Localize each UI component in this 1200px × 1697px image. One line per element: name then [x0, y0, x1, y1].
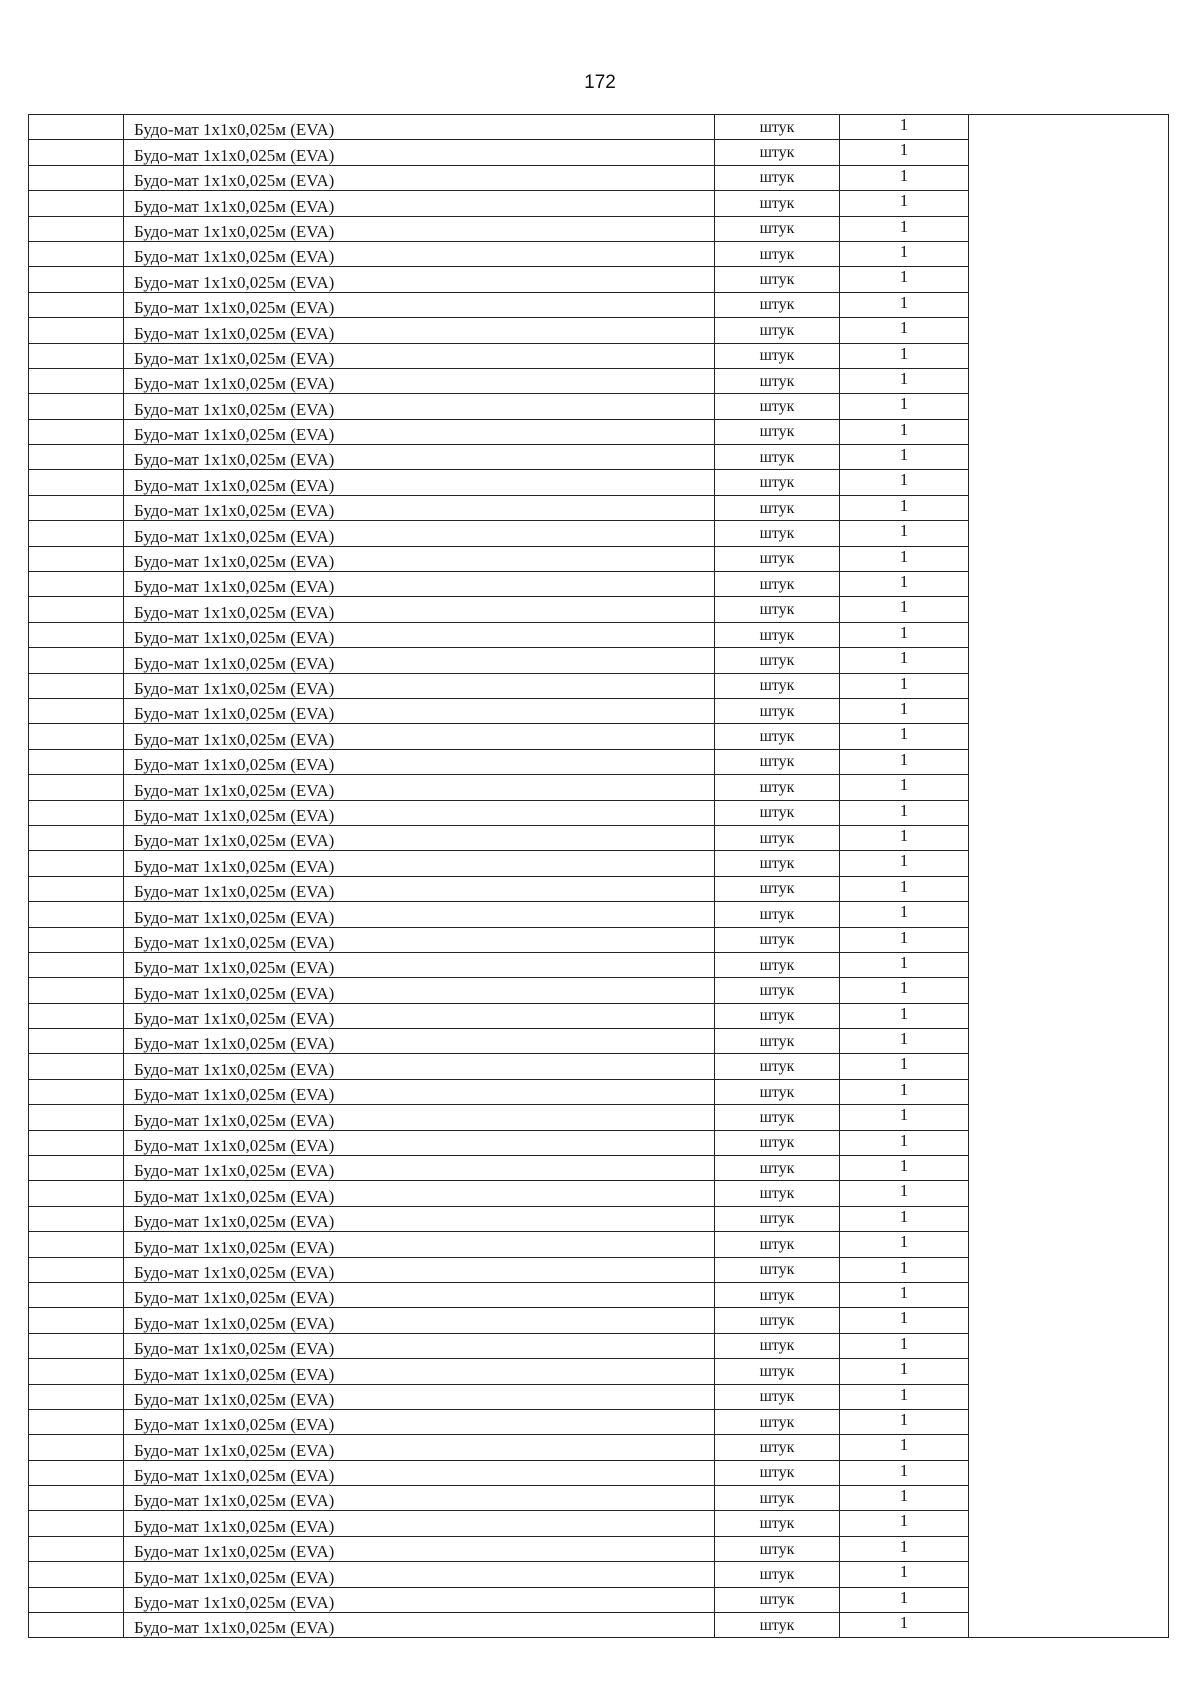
item-name-cell: Будо-мат 1х1х0,025м (EVA)	[124, 521, 715, 546]
quantity-cell: 1	[840, 445, 969, 470]
quantity-cell: 1	[840, 1486, 969, 1511]
row-number-cell	[29, 1156, 124, 1181]
quantity-cell: 1	[840, 267, 969, 292]
item-name-cell: Будо-мат 1х1х0,025м (EVA)	[124, 775, 715, 800]
row-number-cell	[29, 1384, 124, 1409]
unit-cell: штук	[715, 648, 840, 673]
unit-cell: штук	[715, 1156, 840, 1181]
row-number-cell	[29, 1105, 124, 1130]
unit-cell: штук	[715, 851, 840, 876]
quantity-cell: 1	[840, 1105, 969, 1130]
unit-cell: штук	[715, 1206, 840, 1231]
unit-cell: штук	[715, 115, 840, 140]
unit-cell: штук	[715, 1384, 840, 1409]
row-number-cell	[29, 1130, 124, 1155]
quantity-cell: 1	[840, 546, 969, 571]
page-number: 172	[584, 72, 616, 93]
unit-cell: штук	[715, 1409, 840, 1434]
unit-cell: штук	[715, 1105, 840, 1130]
quantity-cell: 1	[840, 1282, 969, 1307]
quantity-cell: 1	[840, 216, 969, 241]
item-name-cell: Будо-мат 1х1х0,025м (EVA)	[124, 749, 715, 774]
row-number-cell	[29, 952, 124, 977]
item-name-cell: Будо-мат 1х1х0,025м (EVA)	[124, 1536, 715, 1561]
quantity-cell: 1	[840, 1587, 969, 1612]
row-number-cell	[29, 1257, 124, 1282]
quantity-cell: 1	[840, 876, 969, 901]
row-number-cell	[29, 1333, 124, 1358]
unit-cell: штук	[715, 495, 840, 520]
unit-cell: штук	[715, 572, 840, 597]
unit-cell: штук	[715, 1435, 840, 1460]
row-number-cell	[29, 1232, 124, 1257]
item-name-cell: Будо-мат 1х1х0,025м (EVA)	[124, 902, 715, 927]
note-cell	[969, 115, 1169, 1638]
item-name-cell: Будо-мат 1х1х0,025м (EVA)	[124, 470, 715, 495]
unit-cell: штук	[715, 597, 840, 622]
unit-cell: штук	[715, 165, 840, 190]
item-name-cell: Будо-мат 1х1х0,025м (EVA)	[124, 724, 715, 749]
quantity-cell: 1	[840, 597, 969, 622]
quantity-cell: 1	[840, 1613, 969, 1638]
unit-cell: штук	[715, 1613, 840, 1638]
quantity-cell: 1	[840, 1206, 969, 1231]
item-name-cell: Будо-мат 1х1х0,025м (EVA)	[124, 115, 715, 140]
quantity-cell: 1	[840, 1333, 969, 1358]
item-name-cell: Будо-мат 1х1х0,025м (EVA)	[124, 1181, 715, 1206]
quantity-cell: 1	[840, 1130, 969, 1155]
row-number-cell	[29, 597, 124, 622]
item-name-cell: Будо-мат 1х1х0,025м (EVA)	[124, 1384, 715, 1409]
row-number-cell	[29, 1359, 124, 1384]
row-number-cell	[29, 724, 124, 749]
row-number-cell	[29, 1536, 124, 1561]
item-name-cell: Будо-мат 1х1х0,025м (EVA)	[124, 800, 715, 825]
unit-cell: штук	[715, 1054, 840, 1079]
unit-cell: штук	[715, 927, 840, 952]
item-name-cell: Будо-мат 1х1х0,025м (EVA)	[124, 165, 715, 190]
quantity-cell: 1	[840, 775, 969, 800]
item-name-cell: Будо-мат 1х1х0,025м (EVA)	[124, 445, 715, 470]
row-number-cell	[29, 1003, 124, 1028]
item-name-cell: Будо-мат 1х1х0,025м (EVA)	[124, 368, 715, 393]
item-name-cell: Будо-мат 1х1х0,025м (EVA)	[124, 1435, 715, 1460]
quantity-cell: 1	[840, 1460, 969, 1485]
unit-cell: штук	[715, 1333, 840, 1358]
quantity-cell: 1	[840, 1409, 969, 1434]
unit-cell: штук	[715, 1029, 840, 1054]
unit-cell: штук	[715, 1232, 840, 1257]
item-name-cell: Будо-мат 1х1х0,025м (EVA)	[124, 1003, 715, 1028]
row-number-cell	[29, 1181, 124, 1206]
unit-cell: штук	[715, 978, 840, 1003]
row-number-cell	[29, 673, 124, 698]
row-number-cell	[29, 978, 124, 1003]
item-name-cell: Будо-мат 1х1х0,025м (EVA)	[124, 1257, 715, 1282]
unit-cell: штук	[715, 419, 840, 444]
row-number-cell	[29, 572, 124, 597]
row-number-cell	[29, 1206, 124, 1231]
row-number-cell	[29, 1308, 124, 1333]
unit-cell: штук	[715, 698, 840, 723]
row-number-cell	[29, 1409, 124, 1434]
row-number-cell	[29, 1613, 124, 1638]
unit-cell: штук	[715, 902, 840, 927]
item-name-cell: Будо-мат 1х1х0,025м (EVA)	[124, 191, 715, 216]
row-number-cell	[29, 546, 124, 571]
row-number-cell	[29, 622, 124, 647]
quantity-cell: 1	[840, 1536, 969, 1561]
unit-cell: штук	[715, 1587, 840, 1612]
item-name-cell: Будо-мат 1х1х0,025м (EVA)	[124, 1029, 715, 1054]
item-name-cell: Будо-мат 1х1х0,025м (EVA)	[124, 1409, 715, 1434]
quantity-cell: 1	[840, 902, 969, 927]
row-number-cell	[29, 292, 124, 317]
unit-cell: штук	[715, 216, 840, 241]
row-number-cell	[29, 648, 124, 673]
item-name-cell: Будо-мат 1х1х0,025м (EVA)	[124, 952, 715, 977]
unit-cell: штук	[715, 1003, 840, 1028]
quantity-cell: 1	[840, 724, 969, 749]
unit-cell: штук	[715, 800, 840, 825]
quantity-cell: 1	[840, 1029, 969, 1054]
unit-cell: штук	[715, 1486, 840, 1511]
unit-cell: штук	[715, 1181, 840, 1206]
row-number-cell	[29, 749, 124, 774]
row-number-cell	[29, 343, 124, 368]
quantity-cell: 1	[840, 165, 969, 190]
item-name-cell: Будо-мат 1х1х0,025м (EVA)	[124, 1613, 715, 1638]
item-name-cell: Будо-мат 1х1х0,025м (EVA)	[124, 1232, 715, 1257]
item-name-cell: Будо-мат 1х1х0,025м (EVA)	[124, 1130, 715, 1155]
item-name-cell: Будо-мат 1х1х0,025м (EVA)	[124, 140, 715, 165]
item-name-cell: Будо-мат 1х1х0,025м (EVA)	[124, 597, 715, 622]
quantity-cell: 1	[840, 1308, 969, 1333]
quantity-cell: 1	[840, 800, 969, 825]
unit-cell: штук	[715, 1511, 840, 1536]
unit-cell: штук	[715, 1257, 840, 1282]
item-name-cell: Будо-мат 1х1х0,025м (EVA)	[124, 318, 715, 343]
row-number-cell	[29, 1282, 124, 1307]
unit-cell: штук	[715, 749, 840, 774]
quantity-cell: 1	[840, 115, 969, 140]
unit-cell: штук	[715, 267, 840, 292]
quantity-cell: 1	[840, 1079, 969, 1104]
item-name-cell: Будо-мат 1х1х0,025м (EVA)	[124, 292, 715, 317]
unit-cell: штук	[715, 1536, 840, 1561]
unit-cell: штук	[715, 318, 840, 343]
table-row	[29, 115, 1169, 140]
item-name-cell: Будо-мат 1х1х0,025м (EVA)	[124, 698, 715, 723]
row-number-cell	[29, 851, 124, 876]
row-number-cell	[29, 140, 124, 165]
unit-cell: штук	[715, 241, 840, 266]
quantity-cell: 1	[840, 470, 969, 495]
quantity-cell: 1	[840, 1384, 969, 1409]
unit-cell: штук	[715, 343, 840, 368]
row-number-cell	[29, 495, 124, 520]
unit-cell: штук	[715, 1308, 840, 1333]
quantity-cell: 1	[840, 394, 969, 419]
row-number-cell	[29, 698, 124, 723]
row-number-cell	[29, 902, 124, 927]
item-name-cell: Будо-мат 1х1х0,025м (EVA)	[124, 495, 715, 520]
item-name-cell: Будо-мат 1х1х0,025м (EVA)	[124, 394, 715, 419]
quantity-cell: 1	[840, 1562, 969, 1587]
item-name-cell: Будо-мат 1х1х0,025м (EVA)	[124, 1079, 715, 1104]
quantity-cell: 1	[840, 648, 969, 673]
quantity-cell: 1	[840, 241, 969, 266]
quantity-cell: 1	[840, 495, 969, 520]
unit-cell: штук	[715, 1079, 840, 1104]
item-name-cell: Будо-мат 1х1х0,025м (EVA)	[124, 546, 715, 571]
item-name-cell: Будо-мат 1х1х0,025м (EVA)	[124, 216, 715, 241]
unit-cell: штук	[715, 1130, 840, 1155]
row-number-cell	[29, 394, 124, 419]
item-name-cell: Будо-мат 1х1х0,025м (EVA)	[124, 1282, 715, 1307]
item-name-cell: Будо-мат 1х1х0,025м (EVA)	[124, 1562, 715, 1587]
unit-cell: штук	[715, 394, 840, 419]
quantity-cell: 1	[840, 343, 969, 368]
quantity-cell: 1	[840, 825, 969, 850]
row-number-cell	[29, 419, 124, 444]
quantity-cell: 1	[840, 191, 969, 216]
unit-cell: штук	[715, 825, 840, 850]
unit-cell: штук	[715, 191, 840, 216]
row-number-cell	[29, 1054, 124, 1079]
row-number-cell	[29, 1511, 124, 1536]
row-number-cell	[29, 800, 124, 825]
item-name-cell: Будо-мат 1х1х0,025м (EVA)	[124, 1206, 715, 1231]
row-number-cell	[29, 1562, 124, 1587]
row-number-cell	[29, 1587, 124, 1612]
quantity-cell: 1	[840, 1232, 969, 1257]
row-number-cell	[29, 318, 124, 343]
quantity-cell: 1	[840, 851, 969, 876]
item-name-cell: Будо-мат 1х1х0,025м (EVA)	[124, 1308, 715, 1333]
item-name-cell: Будо-мат 1х1х0,025м (EVA)	[124, 419, 715, 444]
row-number-cell	[29, 191, 124, 216]
unit-cell: штук	[715, 521, 840, 546]
row-number-cell	[29, 876, 124, 901]
row-number-cell	[29, 470, 124, 495]
item-name-cell: Будо-мат 1х1х0,025м (EVA)	[124, 1156, 715, 1181]
row-number-cell	[29, 241, 124, 266]
quantity-cell: 1	[840, 1257, 969, 1282]
quantity-cell: 1	[840, 927, 969, 952]
row-number-cell	[29, 445, 124, 470]
quantity-cell: 1	[840, 1359, 969, 1384]
item-name-cell: Будо-мат 1х1х0,025м (EVA)	[124, 572, 715, 597]
items-table	[28, 114, 1169, 1638]
item-name-cell: Будо-мат 1х1х0,025м (EVA)	[124, 1587, 715, 1612]
item-name-cell: Будо-мат 1х1х0,025м (EVA)	[124, 1511, 715, 1536]
quantity-cell: 1	[840, 1511, 969, 1536]
quantity-cell: 1	[840, 1003, 969, 1028]
item-name-cell: Будо-мат 1х1х0,025м (EVA)	[124, 1105, 715, 1130]
quantity-cell: 1	[840, 572, 969, 597]
quantity-cell: 1	[840, 673, 969, 698]
quantity-cell: 1	[840, 698, 969, 723]
quantity-cell: 1	[840, 521, 969, 546]
unit-cell: штук	[715, 292, 840, 317]
item-name-cell: Будо-мат 1х1х0,025м (EVA)	[124, 876, 715, 901]
unit-cell: штук	[715, 368, 840, 393]
row-number-cell	[29, 216, 124, 241]
item-name-cell: Будо-мат 1х1х0,025м (EVA)	[124, 825, 715, 850]
unit-cell: штук	[715, 1460, 840, 1485]
items-table-body	[29, 115, 1169, 1638]
unit-cell: штук	[715, 775, 840, 800]
row-number-cell	[29, 267, 124, 292]
unit-cell: штук	[715, 622, 840, 647]
row-number-cell	[29, 368, 124, 393]
row-number-cell	[29, 1029, 124, 1054]
unit-cell: штук	[715, 445, 840, 470]
quantity-cell: 1	[840, 419, 969, 444]
quantity-cell: 1	[840, 1181, 969, 1206]
unit-cell: штук	[715, 1359, 840, 1384]
unit-cell: штук	[715, 673, 840, 698]
quantity-cell: 1	[840, 749, 969, 774]
quantity-cell: 1	[840, 622, 969, 647]
item-name-cell: Будо-мат 1х1х0,025м (EVA)	[124, 927, 715, 952]
quantity-cell: 1	[840, 140, 969, 165]
item-name-cell: Будо-мат 1х1х0,025м (EVA)	[124, 1486, 715, 1511]
quantity-cell: 1	[840, 952, 969, 977]
item-name-cell: Будо-мат 1х1х0,025м (EVA)	[124, 648, 715, 673]
item-name-cell: Будо-мат 1х1х0,025м (EVA)	[124, 673, 715, 698]
item-name-cell: Будо-мат 1х1х0,025м (EVA)	[124, 851, 715, 876]
unit-cell: штук	[715, 546, 840, 571]
unit-cell: штук	[715, 1282, 840, 1307]
row-number-cell	[29, 1079, 124, 1104]
unit-cell: штук	[715, 952, 840, 977]
quantity-cell: 1	[840, 292, 969, 317]
quantity-cell: 1	[840, 368, 969, 393]
item-name-cell: Будо-мат 1х1х0,025м (EVA)	[124, 1333, 715, 1358]
item-name-cell: Будо-мат 1х1х0,025м (EVA)	[124, 1460, 715, 1485]
item-name-cell: Будо-мат 1х1х0,025м (EVA)	[124, 978, 715, 1003]
unit-cell: штук	[715, 1562, 840, 1587]
row-number-cell	[29, 775, 124, 800]
item-name-cell: Будо-мат 1х1х0,025м (EVA)	[124, 1359, 715, 1384]
item-name-cell: Будо-мат 1х1х0,025м (EVA)	[124, 1054, 715, 1079]
row-number-cell	[29, 521, 124, 546]
unit-cell: штук	[715, 876, 840, 901]
item-name-cell: Будо-мат 1х1х0,025м (EVA)	[124, 267, 715, 292]
unit-cell: штук	[715, 140, 840, 165]
quantity-cell: 1	[840, 978, 969, 1003]
row-number-cell	[29, 115, 124, 140]
item-name-cell: Будо-мат 1х1х0,025м (EVA)	[124, 622, 715, 647]
quantity-cell: 1	[840, 1156, 969, 1181]
unit-cell: штук	[715, 470, 840, 495]
unit-cell: штук	[715, 724, 840, 749]
quantity-cell: 1	[840, 1435, 969, 1460]
row-number-cell	[29, 1486, 124, 1511]
row-number-cell	[29, 1435, 124, 1460]
row-number-cell	[29, 1460, 124, 1485]
quantity-cell: 1	[840, 1054, 969, 1079]
item-name-cell: Будо-мат 1х1х0,025м (EVA)	[124, 241, 715, 266]
quantity-cell: 1	[840, 318, 969, 343]
row-number-cell	[29, 825, 124, 850]
row-number-cell	[29, 927, 124, 952]
row-number-cell	[29, 165, 124, 190]
item-name-cell: Будо-мат 1х1х0,025м (EVA)	[124, 343, 715, 368]
